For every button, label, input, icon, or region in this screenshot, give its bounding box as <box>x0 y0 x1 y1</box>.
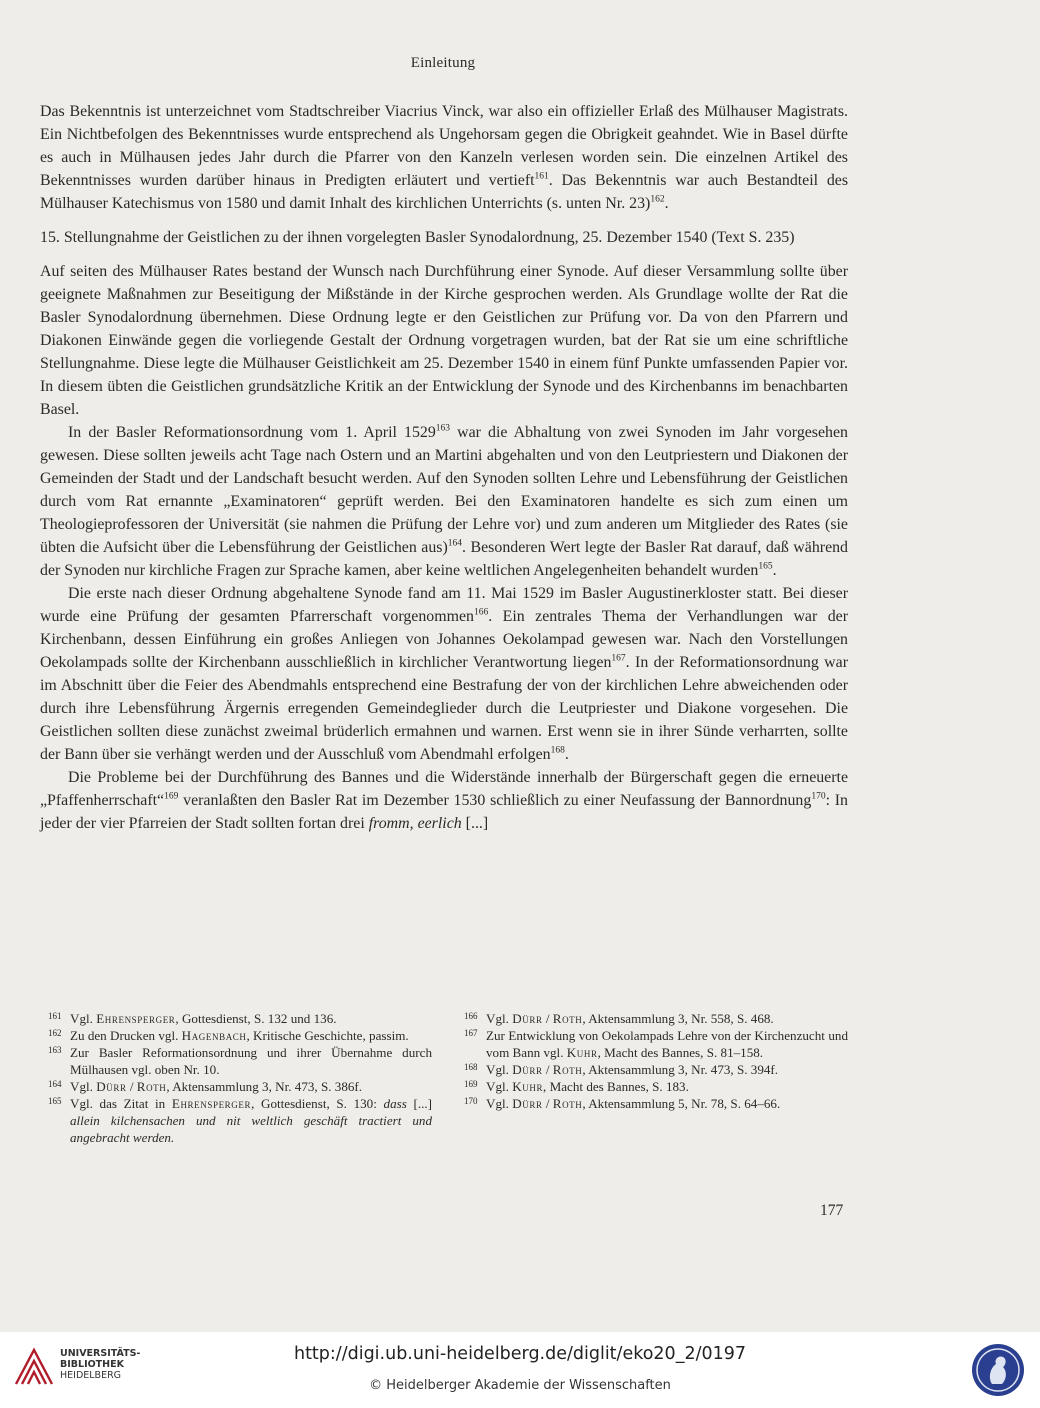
footnote-168: 168 Vgl. Dürr / Roth, Aktensammlung 3, Nr. 473, S. 394f. <box>464 1062 779 1077</box>
paragraph-3: In der Basler Reformationsordnung vom 1. April 1529$^{163}$ war die Abhaltung von zwei Synoden im Jahr vorgesehen gewesen. Diese sollten jeweils acht Tage nach Ostern und an Martini abgehalten und von den Leutpriestern und Diakonen der Gemeinden der Stadt und der Landschaft besucht werden. Auf den Synoden sollten Lehre und Lebensführung der Geistlichen durch vom Rat ernannte „Examinatoren“ geprüft werden. Bei den Examinatoren handelte es sich zum einen um Theologieprofessoren der Universität (sie nahmen die Prüfung der Lehre vor) und zum anderen um Mitglieder des Rates (sie übten die Aufsicht über die Lebensführung der Geistlichen aus)$^{164}$. Besonderen Wert legte der Basler Rat darauf, daß während der Synoden nur kirchliche Fragen zur Sprache kamen, aber keine weltlichen Angelegenheiten behandelt wurden$^{165}$. <box>40 423 849 579</box>
footnote-ref-164[interactable]: 164 <box>447 538 463 549</box>
footnote-ref-162[interactable]: 162 <box>650 194 665 205</box>
paragraph-5: Die Probleme bei der Durchführung des Bannes und die Widerstände innerhalb der Bürgerschaft gegen die erneuerte „Pfaffenherrschaft“$^{169}$ veranlaßten den Basler Rat im Dezember 1530 schließlich zu einer Neufassung der Bannordnung$^{170}$: In jeder der vier Pfarreien der Stadt sollten fortan drei fromm, eerlich [...] <box>40 769 848 832</box>
section-heading: 15. Stellungnahme der Geistlichen zu der ihnen vorgelegten Basler Synodalordnung, 25. Dezember 1540 (Text S. 235) <box>40 229 795 246</box>
footnote-163: 163 Zur Basler Reformationsordnung und ihrer Übernahme durch Mülhausen vgl. oben Nr. 10. <box>48 1045 432 1077</box>
footnote-ref-163[interactable]: 163 <box>435 423 451 434</box>
viewer-footer <box>0 1332 1040 1408</box>
footnote-ref-170[interactable]: 170 <box>811 791 826 802</box>
footnote-161: 161 Vgl. Ehrensperger, Gottesdienst, S. 132 und 136. <box>48 1011 337 1026</box>
footnote-ref-166[interactable]: 166 <box>473 607 489 618</box>
academy-seal-icon <box>970 1342 1026 1398</box>
footnote-165: 165 Vgl. das Zitat in Ehrensperger, Gottesdienst, S. 130: dass [...] allein kilchensachen und nit weltlich geschäft tractiert und angebracht werden. <box>48 1096 432 1145</box>
footnote-ref-167[interactable]: 167 <box>611 653 626 664</box>
copyright-notice: © Heidelberger Akademie der Wissenschaften <box>369 1378 671 1393</box>
footnote-ref-161[interactable]: 161 <box>534 171 549 182</box>
page-number: 177 <box>820 1202 844 1219</box>
footnote-162: 162 Zu den Drucken vgl. Hagenbach, Kritische Geschichte, passim. <box>48 1028 409 1043</box>
footnote-ref-169[interactable]: 169 <box>164 791 179 802</box>
running-head: Einleitung <box>410 55 476 71</box>
footnotes <box>40 1010 848 1146</box>
paragraph-4: Die erste nach dieser Ordnung abgehaltene Synode fand am 11. Mai 1529 im Basler Augustinerkloster statt. Bei dieser wurde eine Prüfung der gesamten Pfarrerschaft vorgenommen$^{166}$. Ein zentrales Thema der Verhandlungen war der Kirchenbann, dessen Einführung ein großes Anliegen von Johannes Oekolampad gewesen war. Nach den Vorstellungen Oekolampads sollte der Kirchenbann ausschließlich in kirchlicher Verantwortung liegen$^{167}$. In der Reformationsordnung war im Abschnitt über die Feier des Abendmahls entsprechend eine Bestrafung der von der kirchlichen Lehre abweichenden oder durch ihre Lebensführung Ärgernis erregenden Gemeindeglieder durch die Leutpriester und Diakone vorgesehen. Die Geistlichen sollten diese zunächst zweimal brüderlich ermahnen und warnen. Erst wenn sie in ihrer Sünde verharrten, sollte der Bann über sie verhängt werden und der Ausschluß vom Abendmahl erfolgen$^{168}$. <box>40 585 849 763</box>
footnote-ref-168[interactable]: 168 <box>550 745 565 756</box>
body-text <box>40 100 848 835</box>
footnotes-right-column <box>456 1010 848 1146</box>
permalink-url[interactable]: http://digi.ub.uni-heidelberg.de/diglit/eko20_2/0197 <box>293 1344 747 1364</box>
footnote-167: 167 Zur Entwicklung von Oekolampads Lehre von der Kirchenzucht und vom Bann vgl. Kuhr, Macht des Bannes, S. 81–158. <box>464 1028 848 1060</box>
library-name: UNIVERSITÄTS- BIBLIOTHEK HEIDELBERG <box>60 1348 141 1381</box>
footnote-169: 169 Vgl. Kuhr, Macht des Bannes, S. 183. <box>464 1079 689 1094</box>
footnote-ref-165[interactable]: 165 <box>758 561 773 572</box>
footnote-166: 166 Vgl. Dürr / Roth, Aktensammlung 3, Nr. 558, S. 468. <box>464 1011 774 1026</box>
paragraph-1: Das Bekenntnis ist unterzeichnet vom Stadtschreiber Viacrius Vinck, war also ein offizieller Erlaß des Mülhauser Magistrats. Ein Nichtbefolgen des Bekenntnisses wurde entsprechend als Ungehorsam gegen die Obrigkeit geahndet. Wie in Basel dürfte es auch in Mülhausen jedes Jahr durch die Pfarrer von den Kanzeln verlesen worden sein. Die einzelnen Artikel des Bekenntnisses wurden darüber hinaus in Predigten erläutert und vertieft$^{161}$. Das Bekenntnis war auch Bestandteil des Mülhauser Katechismus von 1580 und damit Inhalt des kirchlichen Unterrichts (s. unten Nr. 23)$^{162}$. <box>40 103 848 212</box>
footnote-170: 170 Vgl. Dürr / Roth, Aktensammlung 5, Nr. 78, S. 64–66. <box>464 1096 781 1111</box>
paragraph-2: Auf seiten des Mülhauser Rates bestand der Wunsch nach Durchführung einer Synode. Auf dieser Versammlung sollte über geeignete Maßnahmen zur Beseitigung der Mißstände in der Kirche gesprochen werden. Als Grundlage wollte der Rat die Basler Synodalordnung übernehmen. Diese Ordnung legte er den Geistlichen zur Prüfung vor. Da von den Pfarrern und Diakonen Einwände gegen die vorliegende Gestalt der Ordnung vorgetragen wurden, bat der Rat sie um eine schriftliche Stellungnahme. Diese legte die Mülhauser Geistlichkeit am 25. Dezember 1540 in einem fünf Punkte umfassenden Papier vor. In diesem übten die Geistlichen grundsätzliche Kritik an der Entwicklung der Synode und des Kirchenbanns im benachbarten Basel. <box>40 263 848 418</box>
footnote-164: 164 Vgl. Dürr / Roth, Aktensammlung 3, Nr. 473, S. 386f. <box>48 1079 363 1094</box>
footnotes-left-column <box>40 1010 432 1146</box>
